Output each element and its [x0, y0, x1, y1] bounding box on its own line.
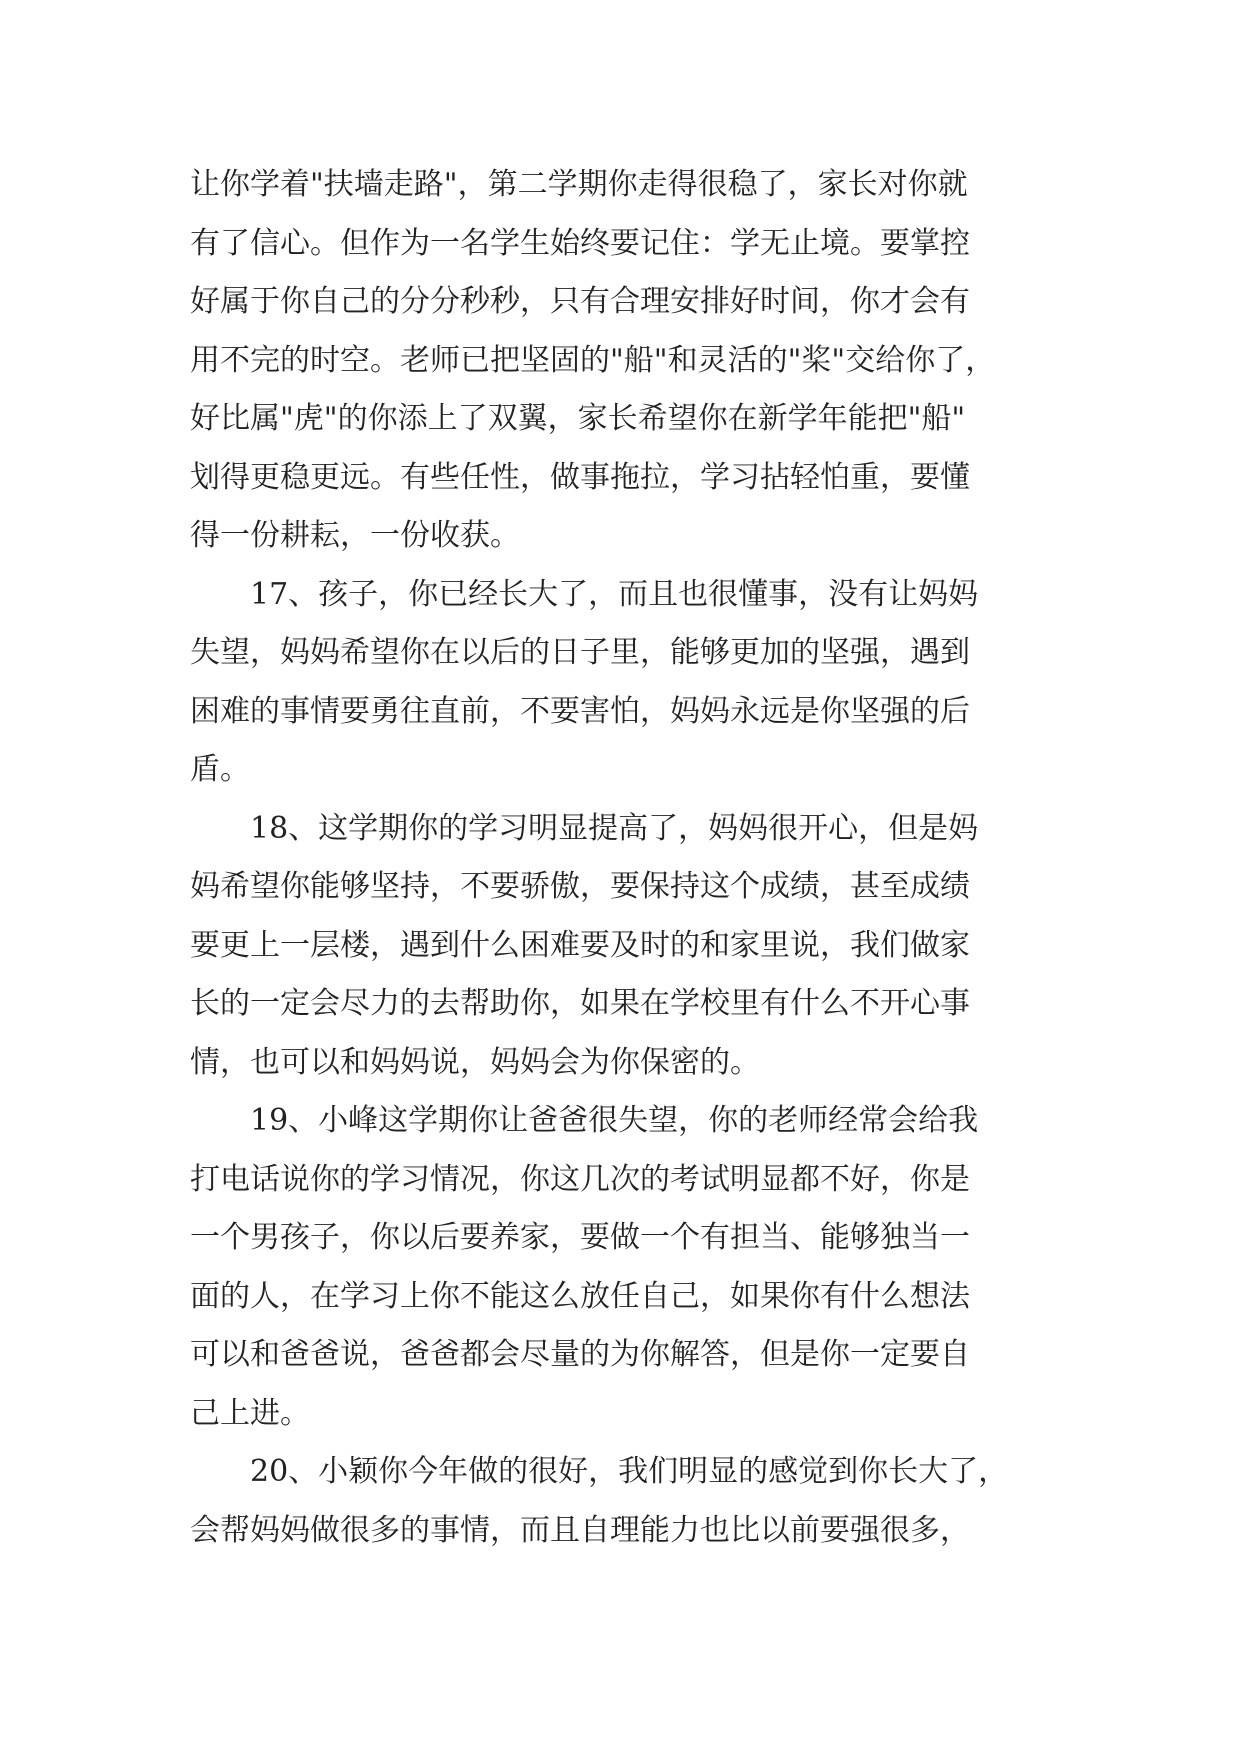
text-line: 打电话说你的学习情况，你这几次的考试明显都不好，你是	[190, 1161, 970, 1197]
text-line: 一个男孩子，你以后要养家，要做一个有担当、能够独当一	[190, 1220, 970, 1255]
text-line: 好属于你自己的分分秒秒，只有合理安排好时间，你才会有	[190, 284, 970, 319]
text-line: 划得更稳更远。有些任性，做事拖拉，学习拈轻怕重，要懂	[190, 459, 970, 495]
text-line: 17、孩子，你已经长大了，而且也很懂事，没有让妈妈	[250, 576, 979, 612]
text-line: 会帮妈妈做很多的事情，而且自理能力也比以前要强很多，	[190, 1512, 970, 1548]
text-line: 面的人，在学习上你不能这么放任自己，如果你有什么想法	[190, 1278, 970, 1314]
paragraph-17	[190, 566, 1050, 800]
text-line: 有了信心。但作为一名学生始终要记住：学无止境。要掌控	[190, 225, 970, 261]
text-line: 失望，妈妈希望你在以后的日子里，能够更加的坚强，遇到	[190, 635, 970, 670]
text-line: 得一份耕耘，一份收获。	[190, 518, 520, 553]
text-line: 困难的事情要勇往直前，不要害怕，妈妈永远是你坚强的后	[190, 693, 970, 729]
text-line: 用不完的时空。老师已把坚固的"船"和灵活的"桨"交给你了，	[190, 342, 996, 378]
text-line: 19、小峰这学期你让爸爸很失望，你的老师经常会给我	[250, 1103, 979, 1138]
text-line: 情，也可以和妈妈说，妈妈会为你保密的。	[190, 1044, 760, 1080]
paragraph-20	[190, 1443, 1050, 1560]
paragraph-18	[190, 800, 1050, 1093]
text-line: 让你学着"扶墙走路"，第二学期你走得很稳了，家长对你就	[190, 167, 968, 202]
text-line: 盾。	[190, 752, 250, 787]
text-line: 好比属"虎"的你添上了双翼，家长希望你在新学年能把"船"	[190, 401, 966, 436]
text-line: 己上进。	[190, 1395, 310, 1431]
text-line: 18、这学期你的学习明显提高了，妈妈很开心，但是妈	[250, 810, 979, 846]
text-line: 要更上一层楼，遇到什么困难要及时的和家里说，我们做家	[190, 927, 970, 963]
paragraph-continuation	[190, 156, 1050, 566]
text-line: 20、小颖你今年做的很好，我们明显的感觉到你长大了，	[250, 1454, 1009, 1489]
text-line: 妈希望你能够坚持，不要骄傲，要保持这个成绩，甚至成绩	[190, 869, 970, 904]
document-body	[190, 156, 1050, 1560]
text-line: 可以和爸爸说，爸爸都会尽量的为你解答，但是你一定要自	[190, 1337, 970, 1372]
paragraph-19	[190, 1092, 1050, 1443]
text-line: 长的一定会尽力的去帮助你，如果在学校里有什么不开心事	[190, 986, 970, 1021]
